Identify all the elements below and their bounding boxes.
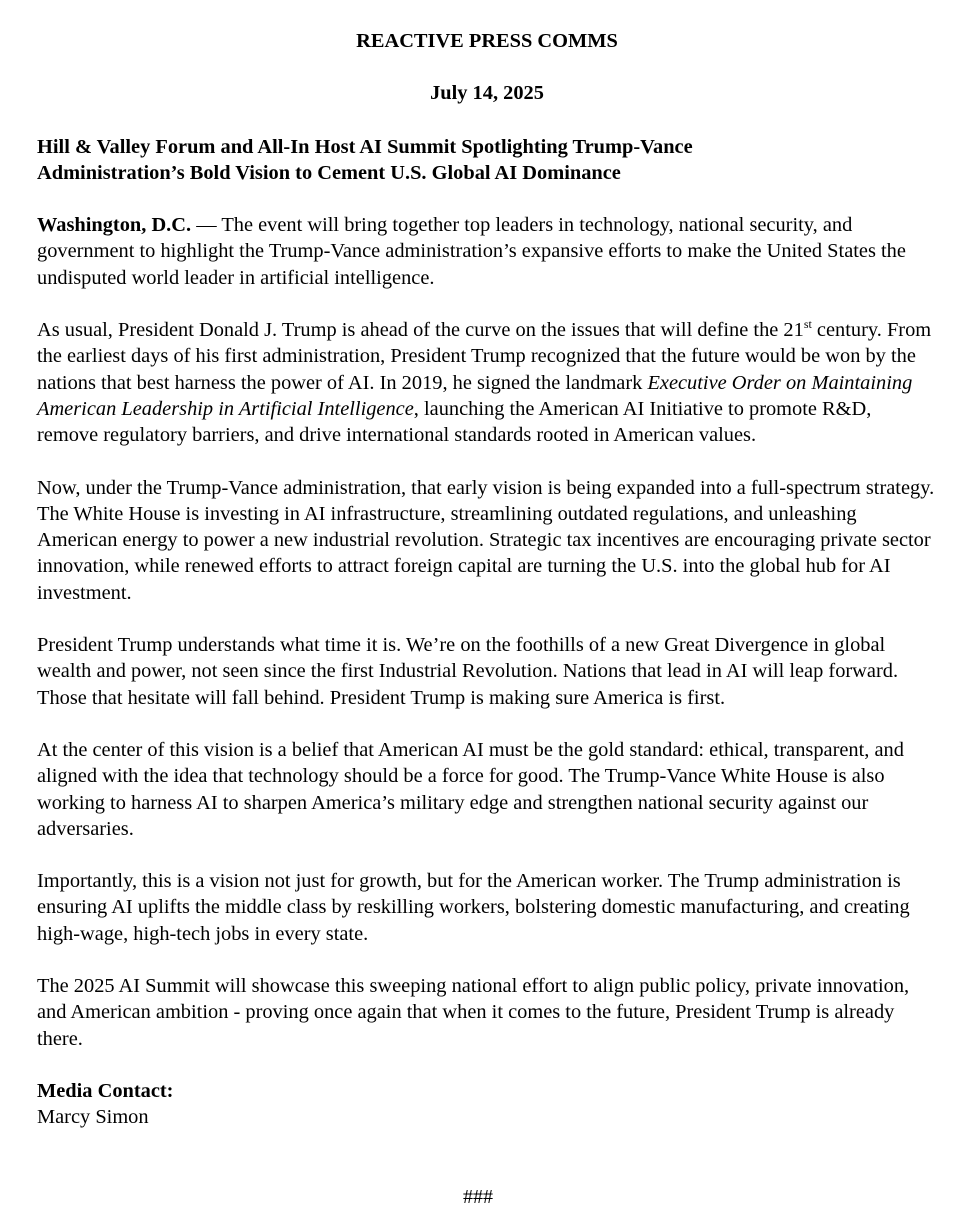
dateline: Washington, D.C.	[37, 214, 192, 237]
headline-line-2: Administration’s Bold Vision to Cement U.S. Global AI Dominance	[37, 161, 621, 184]
paragraph-history	[37, 317, 937, 448]
paragraph-intro	[37, 212, 937, 291]
paragraph-worker: Importantly, this is a vision not just for growth, but for the American worker. The Trump administration is ensuring AI uplifts the middle class by reskilling workers, bolstering domestic manufacturing, and creating high-wage, high-tech jobs in every state.	[37, 870, 910, 945]
paragraph-history-text-b: century. From the earliest days of his first administration, President Trump recognized that the future would be won by the nations that best harness the power of AI. In 2019, he signed the landmark	[37, 319, 932, 394]
paragraph-divergence: President Trump understands what time it is. We’re on the foothills of a new Great Divergence in global wealth and power, not seen since the first Industrial Revolution. Nations that lead in AI will leap forward. Those that hesitate will fall behind. President Trump is making sure America is first.	[37, 634, 899, 709]
executive-order-title: Executive Order on Maintaining American Leadership in Artificial Intelligence	[37, 371, 913, 420]
media-contact-name: Marcy Simon	[37, 1106, 149, 1129]
paragraph-summit: The 2025 AI Summit will showcase this sweeping national effort to align public policy, private innovation, and American ambition - proving once again that when it comes to the future, President Trump is already there.	[37, 975, 910, 1050]
paragraph-history-text-a: As usual, President Donald J. Trump is ahead of the curve on the issues that will define the 21	[37, 319, 804, 342]
document-type-heading: REACTIVE PRESS COMMS	[356, 30, 618, 52]
headline	[37, 134, 937, 187]
release-date: July 14, 2025	[430, 82, 544, 105]
media-contact-label: Media Contact:	[37, 1079, 174, 1102]
media-contact	[37, 1078, 937, 1131]
end-mark: ###	[463, 1186, 493, 1208]
superscript-st: st	[803, 317, 812, 332]
press-release-document	[37, 28, 937, 1131]
paragraph-strategy: Now, under the Trump-Vance administration, that early vision is being expanded into a full-spectrum strategy. The White House is investing in AI infrastructure, streamlining outdated regulations, and unleashing American energy to power a new industrial revolution. Strategic tax incentives are encouraging private sector innovation, while renewed efforts to attract foreign capital are turning the U.S. into the global hub for AI investment.	[37, 476, 935, 604]
paragraph-history-text-c: , launching the American AI Initiative to promote R&D, remove regulatory barriers, and drive international standards rooted in American values.	[37, 397, 872, 447]
paragraph-gold-standard: At the center of this vision is a belief that American AI must be the gold standard: ethical, transparent, and aligned with the idea that technology should be a force for good. The Trump-Vance White House is also working to harness AI to sharpen America’s military edge and strengthen national security against our adversaries.	[37, 738, 904, 840]
paragraph-intro-text: — The event will bring together top leaders in technology, national security, and government to highlight the Trump-Vance administration’s expansive efforts to make the United States the undisputed world leader in artificial intelligence.	[37, 214, 906, 289]
headline-line-1: Hill & Valley Forum and All-In Host AI Summit Spotlighting Trump-Vance	[37, 135, 693, 158]
